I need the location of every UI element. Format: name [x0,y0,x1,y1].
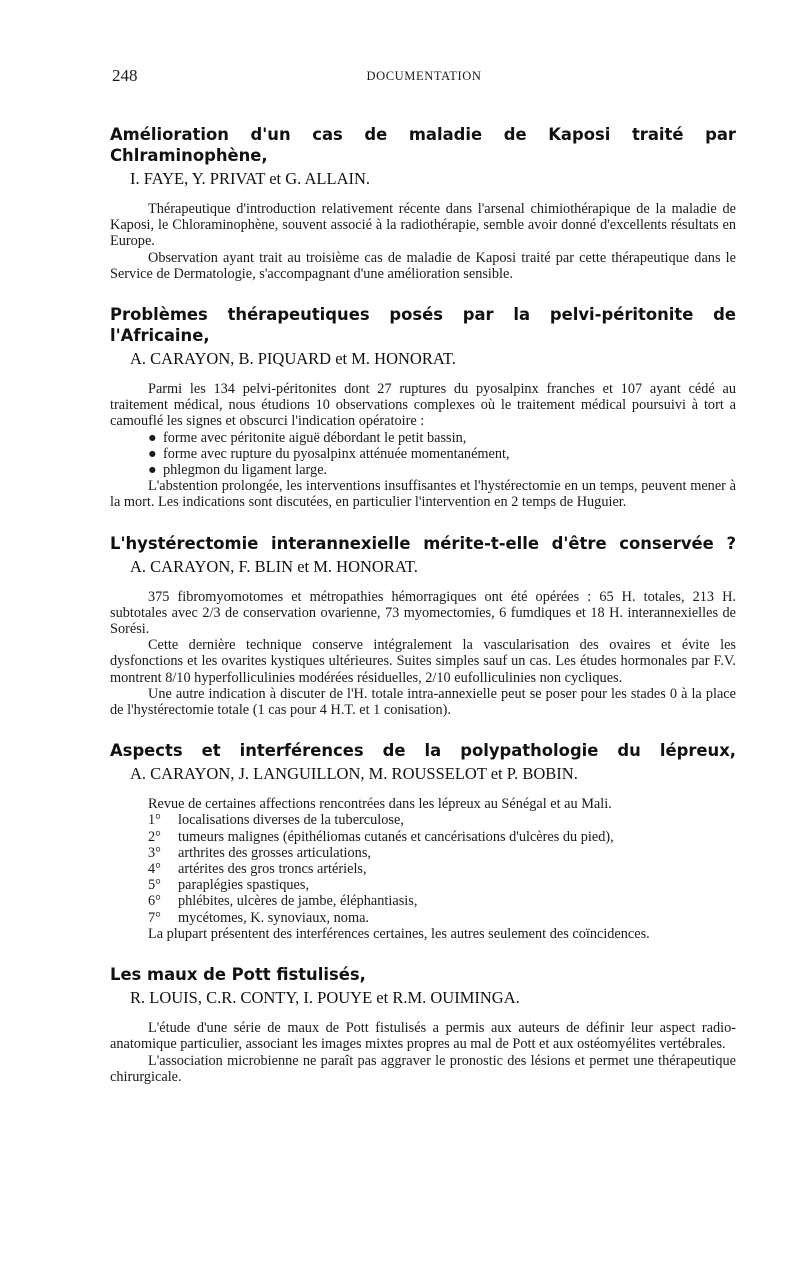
article-title: Amélioration d'un cas de maladie de Kaposi traité par Chlraminophène, [110,125,736,165]
article-authors: A. CARAYON, J. LANGUILLON, M. ROUSSELOT et P. BOBIN. [130,764,578,784]
bullet-icon: ● [148,429,157,446]
article-title: Aspects et interférences de la polypathologie du lépreux, [110,741,736,761]
bullet-icon: ● [148,445,157,462]
abstract-closing: La plupart présentent des interférences certaines, les autres seulement des coïncidences. [148,925,650,942]
list-item-text: localisations diverses de la tuberculose, [178,812,404,829]
article-kaposi [110,124,736,282]
abstract-paragraph: Une autre indication à discuter de l'H. totale intra-annexielle peut se poser pour les stades 0 à la place de l'hystérectomie totale (1 cas pour 4 H.T. et 1 conisation). [110,685,736,719]
list-item-text: phlegmon du ligament large. [163,462,328,479]
abstract-intro: Revue de certaines affections rencontrées dans les lépreux au Sénégal et au Mali. [148,796,612,813]
abstract-closing: L'abstention prolongée, les interventions insuffisantes et l'hystérectomie en un temps, peuvent mener à la mort. Les indications sont discutées, en particulier l'intervention en 2 temps de Huguier. [110,478,736,511]
numbered-list [110,812,736,925]
article-hysterectomie [110,533,736,719]
list-item-text: mycétomes, K. synoviaux, noma. [178,909,369,926]
abstract-paragraph: L'association microbienne ne paraît pas aggraver le pronostic des lésions et permet une thérapeutique chirurgicale. [110,1052,736,1085]
list-item-number: 2° [148,828,161,845]
article-authors: A. CARAYON, F. BLIN et M. HONORAT. [130,556,418,576]
article-abstract [110,201,736,282]
article-abstract [110,381,736,511]
running-head: DOCUMENTATION [366,69,482,83]
list-item [110,861,736,877]
list-item [110,430,736,446]
article-abstract [110,796,736,942]
article-title: Les maux de Pott fistulisés, [110,965,366,985]
abstract-paragraph: L'étude d'une série de maux de Pott fistulisés a permis aux auteurs de définir leur aspect radio-anatomique particulier, associant les images mixtes propres au mal de Pott et aux ostéomyélites vertébrales. [110,1020,736,1053]
list-item-text: arthrites des grosses articulations, [178,844,371,861]
bullet-icon: ● [148,462,157,479]
list-item [110,812,736,828]
article-authors: A. CARAYON, B. PIQUARD et M. HONORAT. [130,349,456,369]
article-authors: I. FAYE, Y. PRIVAT et G. ALLAIN. [130,169,371,188]
list-item-number: 5° [148,877,161,894]
article-pelvi-peritonite [110,304,736,511]
list-item-text: phlébites, ulcères de jambe, éléphantiasis, [178,893,418,910]
list-item [110,829,736,845]
abstract-paragraph: Thérapeutique d'introduction relativement récente dans l'arsenal chimiothérapique de la maladie de Kaposi, le Chloraminophène, souvent associé à la radiothérapie, semble avoir donné d'excellents résultats en Europe. [110,201,736,250]
page-header [112,66,736,88]
abstract-intro: Parmi les 134 pelvi-péritonites dont 27 ruptures du pyosalpinx franches et 107 ayant cédé au traitement médical, nous étudions 10 observations complexes où le traitement médical poursuivi à tort a camouflé les signes et obscurci l'indication opératoire : [110,381,736,430]
list-item-number: 3° [148,844,161,861]
article-maux-de-pott [110,964,736,1085]
list-item [110,877,736,893]
list-item [110,910,736,926]
article-lepreux [110,740,736,942]
page-content [110,124,736,1107]
list-item-text: tumeurs malignes (épithéliomas cutanés et cancérisations d'ulcères du pied), [178,828,614,845]
abstract-paragraph: Observation ayant trait au troisième cas de maladie de Kaposi traité par cette thérapeutique dans le Service de Dermatologie, s'accompagnant d'une amélioration sensible. [110,249,736,282]
list-item-text: artérites des gros troncs artériels, [178,861,367,878]
article-title: L'hystérectomie interannexielle mérite-t-elle d'être conservée ? [110,533,736,553]
list-item [110,446,736,462]
list-item-number: 1° [148,812,161,829]
abstract-paragraph: 375 fibromyomotomes et métropathies hémorragiques ont été opérées : 65 H. totales, 213 H. subtotales avec 2/3 de conservation ovarienne, 73 myomectomies, 6 fumdiques et 18 H. interannexielles de Sorési. [110,588,736,638]
list-item-number: 4° [148,861,161,878]
list-item-text: forme avec péritonite aiguë débordant le petit bassin, [163,429,467,446]
article-abstract [110,1020,736,1085]
list-item [110,893,736,909]
list-item-text: paraplégies spastiques, [178,877,310,894]
abstract-paragraph: Cette dernière technique conserve intégralement la vascularisation des ovaires et évite les dysfonctions et les ovarites kystiques ultérieures. Suites simples sauf un cas. Les études hormonales par F.V. montrent 8/10 hyperfolliculinies modérées résiduelles, 2/10 eufolliculinies non cycliques. [110,637,736,686]
list-item [110,462,736,478]
article-title: Problèmes thérapeutiques posés par la pelvi-péritonite de l'Africaine, [110,305,736,346]
article-authors: R. LOUIS, C.R. CONTY, I. POUYE et R.M. OUIMINGA. [130,988,520,1008]
list-item-text: forme avec rupture du pyosalpinx atténuée momentanément, [163,445,510,462]
page-number: 248 [112,66,138,85]
list-item-number: 7° [148,909,161,926]
article-abstract [110,589,736,719]
list-item [110,845,736,861]
list-item-number: 6° [148,893,161,910]
bullet-list [110,430,736,479]
